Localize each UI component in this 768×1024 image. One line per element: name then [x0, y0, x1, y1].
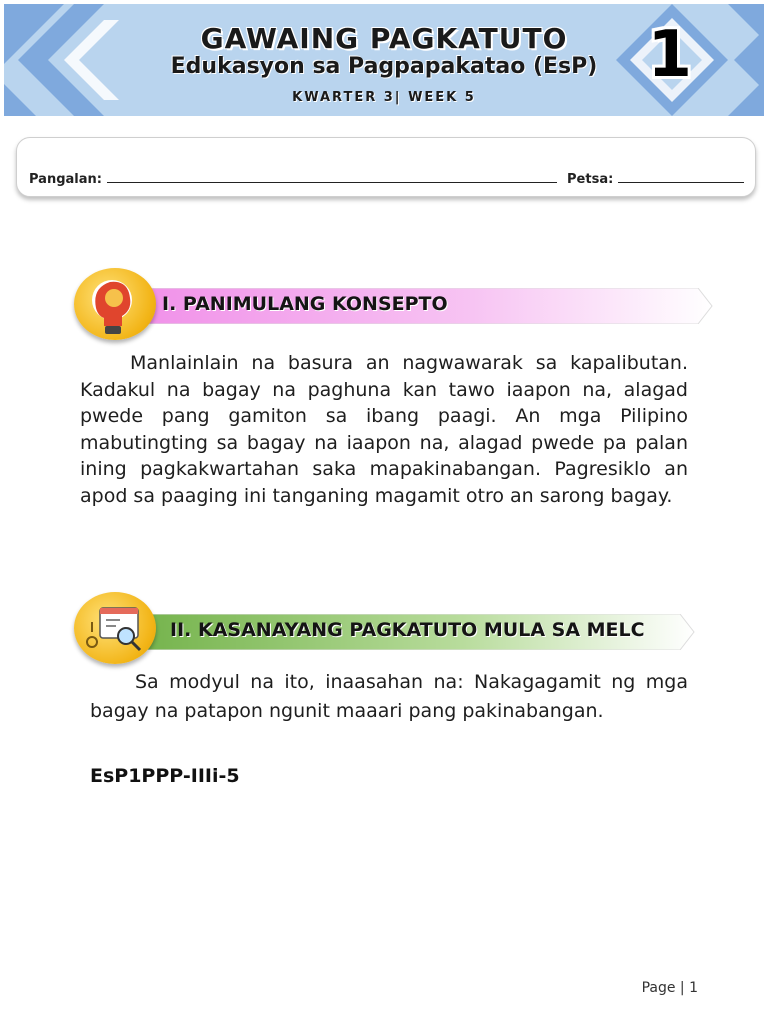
date-label: Petsa: — [567, 172, 614, 187]
section1-heading: I. PANIMULANG KONSEPTO — [162, 293, 448, 315]
page-number: Page | 1 — [641, 980, 698, 996]
quarter-week-label: KWARTER 3| WEEK 5 — [292, 90, 476, 105]
name-field[interactable] — [107, 170, 557, 183]
melc-code: EsP1PPP-IIIi-5 — [90, 765, 240, 787]
section2-heading: II. KASANAYANG PAGKATUTO MULA SA MELC — [170, 619, 645, 641]
section2-body: Sa modyul na ito, inaasahan na: Nakagagamit ng mga bagay na patapon ngunit maaari pang pakinabangan. — [90, 671, 688, 722]
date-field[interactable] — [618, 170, 744, 183]
subject-title: Edukasyon sa Pagpapakatao (EsP) — [170, 54, 598, 79]
grade-number: 1 — [647, 18, 692, 92]
name-label: Pangalan: — [29, 172, 102, 187]
section1-body: Manlainlain na basura an nagwawarak sa kapalibutan. Kadakul na bagay na paghuna kan tawo iaapon na, alagad pwede pang gamiton sa ibang paagi. An mga Pilipino mabutingting sa bagay na iaapon na, alagad pwede pa palan ining pagkakwartahan saka mapakinabangan. Pagresiklo an apod sa paaging ini tanganing magamit otro an sarong bagay. — [80, 352, 688, 507]
section-kasanayan-header — [74, 592, 714, 668]
student-info-box — [16, 137, 756, 197]
key-search-icon — [74, 592, 156, 664]
worksheet-title: GAWAING PAGKATUTO — [200, 22, 568, 55]
student-info-row — [29, 170, 744, 187]
section-panimula-header — [74, 268, 714, 344]
header-banner — [4, 4, 764, 116]
lightbulb-head-icon — [74, 268, 156, 340]
